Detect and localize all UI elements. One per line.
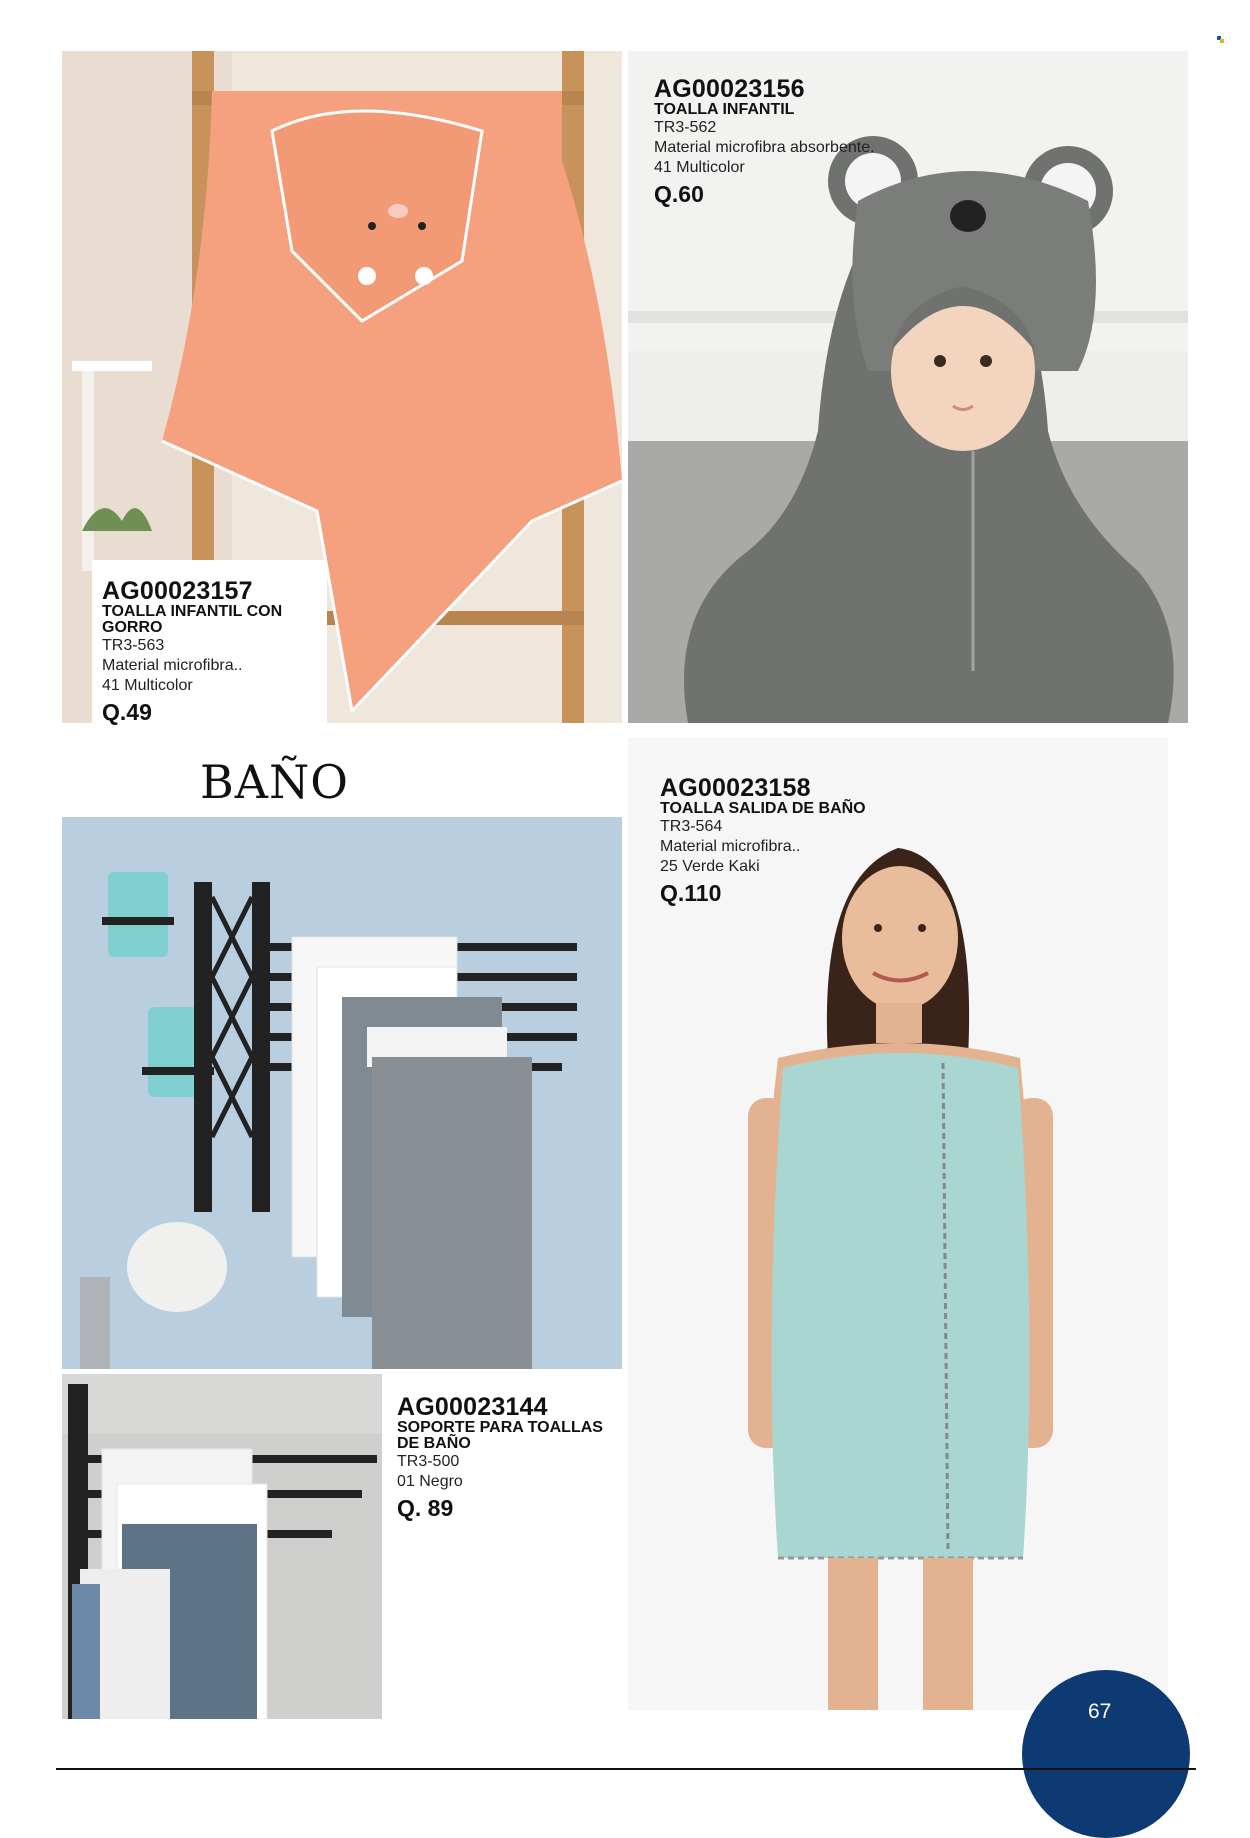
product-material: Material microfibra absorbente. [654, 139, 875, 157]
product-code: AG00023158 [660, 774, 811, 802]
product-color: 25 Verde Kaki [660, 858, 760, 876]
section-title: BAÑO [200, 755, 349, 809]
product-code: AG00023156 [654, 75, 805, 103]
product-name: TOALLA SALIDA DE BAÑO [660, 800, 866, 818]
footer-rule [56, 1768, 1196, 1770]
product-ref: TR3-500 [397, 1453, 460, 1471]
product-name-cont: GORRO [102, 619, 163, 637]
product-code: AG00023144 [397, 1393, 548, 1421]
product-price: Q. 89 [397, 1495, 454, 1522]
product-ref: TR3-563 [102, 637, 165, 655]
corner-mark-icon [1217, 36, 1224, 43]
photo-towel-rack-black [62, 1374, 382, 1719]
product-material: Material microfibra.. [102, 657, 243, 675]
page-number-badge [1022, 1670, 1190, 1838]
product-card-ag00023157 [102, 578, 332, 724]
product-price: Q.110 [660, 880, 722, 907]
product-ref: TR3-562 [654, 119, 717, 137]
product-price: Q.49 [102, 699, 152, 726]
product-color: 01 Negro [397, 1473, 463, 1491]
product-name: TOALLA INFANTIL CON [102, 603, 283, 621]
product-price: Q.60 [654, 181, 704, 208]
product-name: SOPORTE PARA TOALLAS [397, 1419, 603, 1437]
product-color: 41 Multicolor [654, 159, 745, 177]
product-material: Material microfibra.. [660, 838, 801, 856]
product-name-cont: DE BAÑO [397, 1435, 471, 1453]
photo-towel-rack-blue-wall [62, 817, 622, 1369]
product-name: TOALLA INFANTIL [654, 101, 795, 119]
product-card-ag00023156 [654, 76, 974, 206]
product-ref: TR3-564 [660, 818, 723, 836]
product-card-ag00023158 [660, 775, 980, 905]
product-color: 41 Multicolor [102, 677, 193, 695]
product-code: AG00023157 [102, 577, 253, 605]
page-number: 67 [1088, 1700, 1112, 1723]
product-card-ag00023144 [397, 1394, 657, 1520]
